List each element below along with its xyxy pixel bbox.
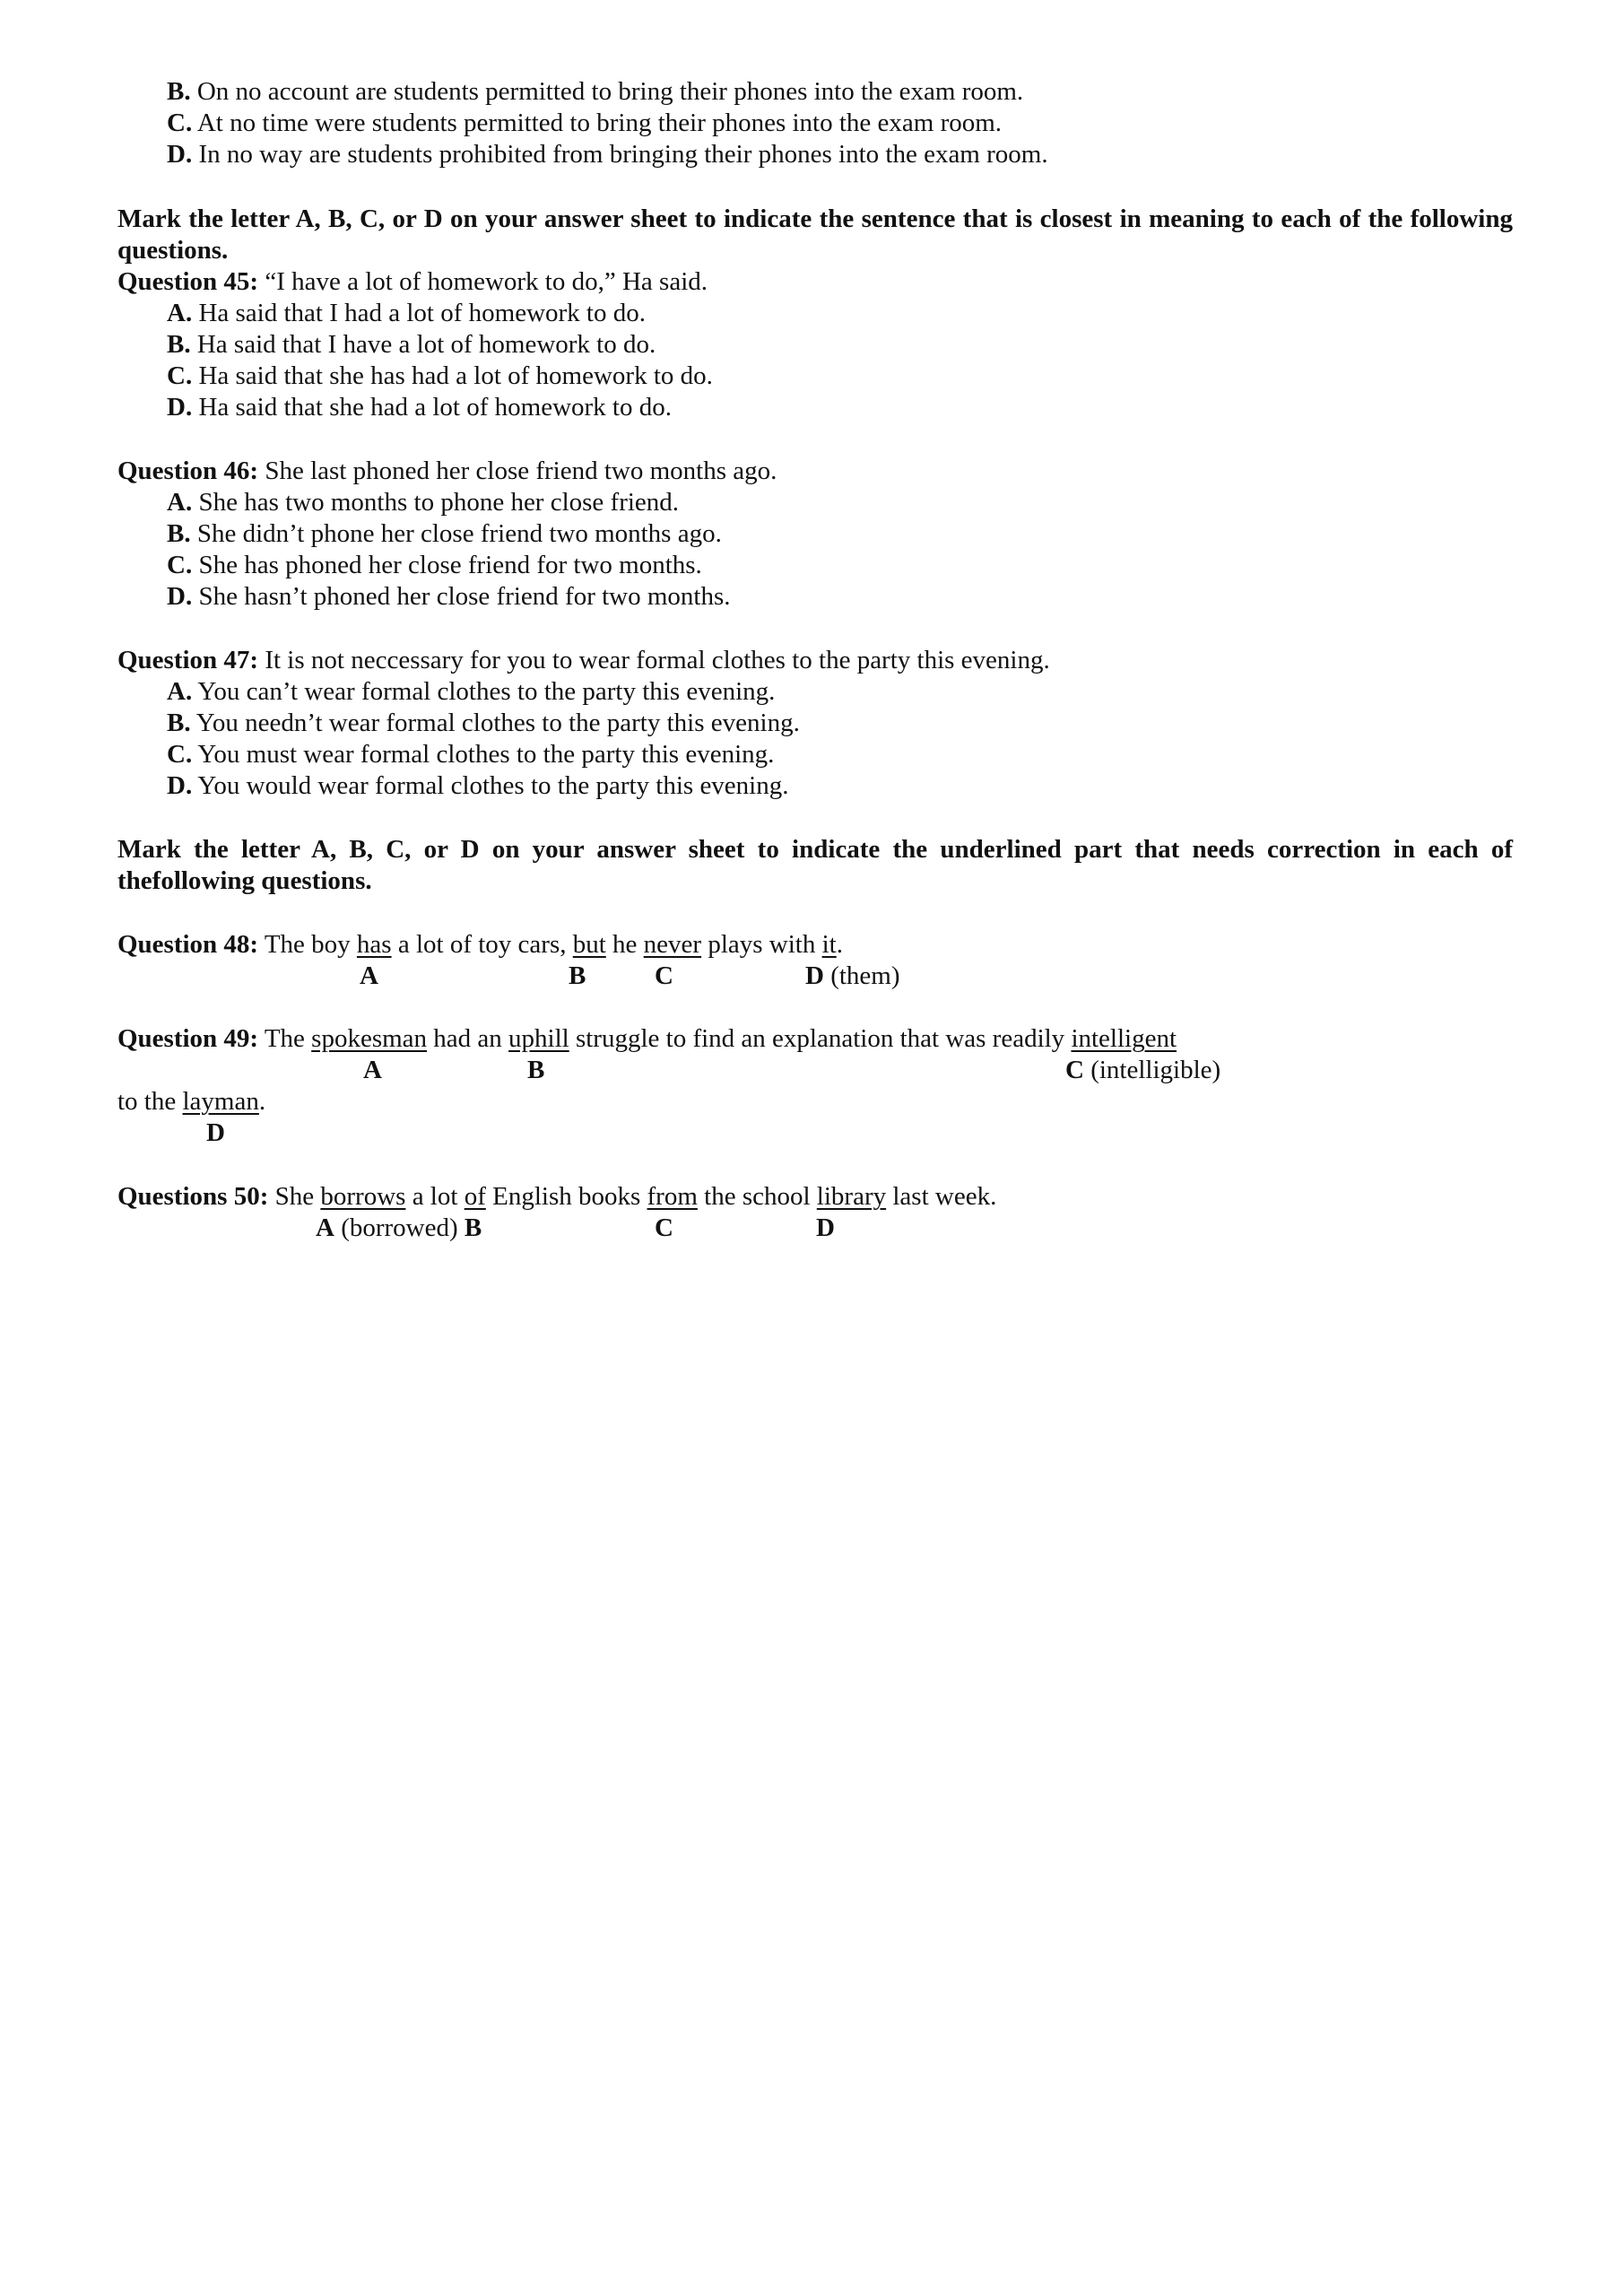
- q46-option-d: D. She hasn’t phoned her close friend for two months.: [167, 582, 731, 611]
- q45-option-b: B. Ha said that I have a lot of homework to do.: [167, 330, 656, 359]
- q45-option-a: A. Ha said that I had a lot of homework to do.: [167, 299, 646, 327]
- section-instruction-error: Mark the letter A, B, C, or D on your answer sheet to indicate the underlined part that needs correction in each of thefollowing questions.: [117, 835, 1513, 895]
- prev-option-c: C. At no time were students permitted to bring their phones into the exam room.: [167, 109, 1003, 137]
- prev-option-b: B. On no account are students permitted to bring their phones into the exam room.: [167, 77, 1024, 106]
- q48-marker-c: C: [655, 961, 673, 990]
- section-instruction-closest: Mark the letter A, B, C, or D on your answer sheet to indicate the sentence that is closest in meaning to each of the following questions.: [117, 204, 1513, 265]
- q50-underline-c: from: [647, 1182, 698, 1211]
- q48-underline-a: has: [356, 930, 392, 959]
- q47-option-d: D. You would wear formal clothes to the party this evening.: [167, 771, 789, 800]
- q49-marker-c: C (intelligible): [1065, 1056, 1221, 1084]
- q49-underline-a: spokesman: [311, 1024, 428, 1053]
- q49-marker-d: D: [206, 1118, 225, 1147]
- q47-option-c: C. You must wear formal clothes to the party this evening.: [167, 740, 775, 769]
- question-50: Questions 50: She borrows a lot of English books from the school library last week.: [117, 1182, 997, 1211]
- q46-option-a: A. She has two months to phone her close friend.: [167, 488, 680, 517]
- q48-marker-a: A: [360, 961, 378, 990]
- q49-marker-a: A: [363, 1056, 382, 1084]
- q45-option-c: C. Ha said that she has had a lot of homework to do.: [167, 361, 713, 390]
- prev-option-d: D. In no way are students prohibited from bringing their phones into the exam room.: [167, 140, 1048, 169]
- q49-underline-c: intelligent: [1071, 1024, 1177, 1053]
- question-45: Question 45: “I have a lot of homework to do,” Ha said.: [117, 267, 708, 296]
- q47-option-b: B. You needn’t wear formal clothes to the party this evening.: [167, 709, 800, 737]
- q48-underline-b: but: [572, 930, 606, 959]
- question-48: Question 48: The boy has a lot of toy cars, but he never plays with it.: [117, 930, 843, 959]
- question-47: Question 47: It is not neccessary for you to wear formal clothes to the party this evening.: [117, 646, 1050, 674]
- q48-marker-b: B: [569, 961, 586, 990]
- question-46: Question 46: She last phoned her close friend two months ago.: [117, 457, 777, 485]
- q48-underline-d: it: [821, 930, 837, 959]
- q50-marker-a-b: A (borrowed) B: [316, 1213, 482, 1242]
- q49-marker-b: B: [527, 1056, 545, 1084]
- q46-option-c: C. She has phoned her close friend for two months.: [167, 551, 702, 579]
- q50-marker-d: D: [816, 1213, 835, 1242]
- q50-underline-a: borrows: [320, 1182, 406, 1211]
- q49-underline-b: uphill: [508, 1024, 569, 1053]
- q50-underline-b: of: [464, 1182, 486, 1211]
- q50-underline-d: library: [816, 1182, 887, 1211]
- q45-option-d: D. Ha said that she had a lot of homework to do.: [167, 393, 672, 422]
- q48-underline-c: never: [643, 930, 702, 959]
- question-49: Question 49: The spokesman had an uphill struggle to find an explanation that was readily intelligent: [117, 1024, 1177, 1053]
- q46-option-b: B. She didn’t phone her close friend two months ago.: [167, 519, 722, 548]
- q47-option-a: A. You can’t wear formal clothes to the party this evening.: [167, 677, 776, 706]
- q49-underline-d: layman: [182, 1087, 259, 1116]
- question-49-continued: to the layman.: [117, 1087, 266, 1116]
- q48-marker-d: D (them): [805, 961, 900, 990]
- q50-marker-c: C: [655, 1213, 673, 1242]
